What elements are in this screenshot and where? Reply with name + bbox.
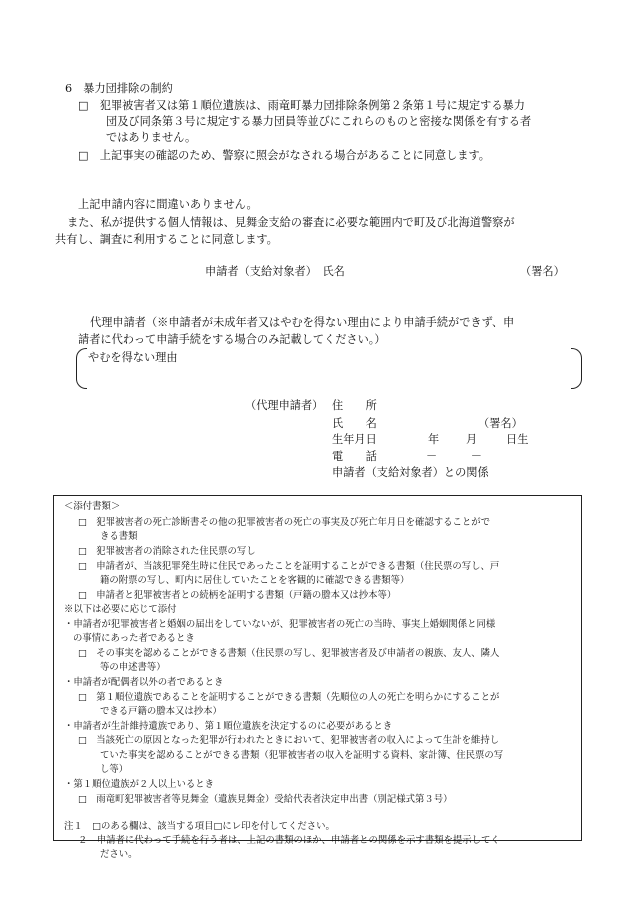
note-2-continued: ださい。 xyxy=(100,849,138,860)
reason-bracket-right xyxy=(571,348,582,389)
attachment-line: ※以下は必要に応じて添付 xyxy=(64,604,177,615)
attachment-line: □ 第１順位遺族であることを証明することができる書類（先順位の人の死亡を明らかにすることが xyxy=(78,692,500,703)
proxy-birth-day: 日生 xyxy=(506,433,529,446)
section-6-title: 6 暴力団排除の制約 xyxy=(65,82,173,95)
reason-label: やむを得ない理由 xyxy=(88,351,178,364)
proxy-phone-label: 電 話 xyxy=(332,450,377,463)
attachment-line: ・申請者が犯罪被害者と婚姻の届出をしていないが、犯罪被害者の死亡の当時、事実上婚姻関係と同様 xyxy=(64,619,496,630)
proxy-phone-dashes: － － xyxy=(426,450,482,463)
proxy-signature-label: （署名） xyxy=(478,417,523,430)
attachment-line: 籍の附票の写し、町内に居住していたことを客観的に確認できる書類等） xyxy=(100,575,410,586)
attachment-line: の事情にあった者であるとき xyxy=(73,633,195,644)
attachment-line: □ 当該死亡の原因となった犯罪が行われたときにおいて、犯罪被害者の収入によって生計を維持し xyxy=(78,735,500,746)
attachment-line: □ 申請者と犯罪被害者との続柄を証明する書類（戸籍の謄本又は抄本等） xyxy=(78,590,397,601)
attachment-line: 等の申述書等） xyxy=(100,662,166,673)
attachments-heading: ＜添付書類＞ xyxy=(64,501,121,512)
proxy-name-label: 氏 名 xyxy=(332,417,377,430)
attachment-line: □ 雨竜町犯罪被害者等見舞金（遺族見舞金）受給代表者決定申出書（別記様式第３号） xyxy=(78,794,453,805)
proxy-birthdate-label: 生年月日 xyxy=(332,433,377,446)
attachment-line: きる書類 xyxy=(100,531,138,542)
attachment-line: □ 申請者が、当該犯罪発生時に住民であったことを証明することができる書類（住民票の写し、戸 xyxy=(78,561,500,572)
attachment-line: ていた事実を認めることができる書類（犯罪被害者の収入を証明する資料、家計簿、住民票の写 xyxy=(100,750,504,761)
declaration-line-2: また、私が提供する個人情報は、見舞金支給の審査に必要な範囲内で町及び北海道警察が xyxy=(67,216,515,229)
declaration-line-3: 共有し、調査に利用することに同意します。 xyxy=(55,233,278,246)
attachment-line: できる戸籍の謄本又は抄本） xyxy=(100,706,222,717)
proxy-intro-line-2: 請者に代わって申請手続をする場合のみ記載してください。） xyxy=(78,333,386,346)
proxy-birth-year: 年 xyxy=(428,433,440,446)
proxy-relation-label: 申請者（支給対象者）との関係 xyxy=(332,466,489,479)
attachment-line: ・申請者が配偶者以外の者であるとき xyxy=(64,677,224,688)
proxy-header: （代理申請者） xyxy=(245,399,324,412)
attachment-line: し等） xyxy=(100,764,129,775)
applicant-signature-label: （署名） xyxy=(520,265,565,278)
section-6-item-1-line-2: 団及び同条第３号に規定する暴力団員等並びにこれらのものと密接な関係を有する者 xyxy=(106,115,532,128)
attachment-line: □ 犯罪被害者の消除された住民票の写し xyxy=(78,546,256,557)
note-1: 注１ □のある欄は、該当する項目□にレ印を付してください。 xyxy=(64,821,335,832)
note-2: ２ 申請者に代わって手続を行う者は、上記の書類のほか、申請者との関係を示す書類を提示してく xyxy=(78,835,500,846)
reason-bracket-left xyxy=(76,348,87,389)
applicant-name-label: 申請者（支給対象者） 氏名 xyxy=(205,265,345,278)
section-6-item-2: □ 上記事実の確認のため、警察に照会がなされる場合があることに同意します。 xyxy=(78,149,490,162)
proxy-address-label: 住 所 xyxy=(332,399,377,412)
proxy-birth-month: 月 xyxy=(466,433,478,446)
attachment-line: ・第１順位遺族が２人以上いるとき xyxy=(64,779,215,790)
declaration-line-1: 上記申請内容に間違いありません。 xyxy=(78,198,258,211)
attachment-line: □ 犯罪被害者の死亡診断書その他の犯罪被害者の死亡の事実及び死亡年月日を確認することがで xyxy=(78,517,490,528)
section-6-item-1-line-1: □ 犯罪被害者又は第１順位遺族は、雨竜町暴力団排除条例第２条第１号に規定する暴力 xyxy=(78,99,525,112)
proxy-intro-line-1: 代理申請者（※申請者が未成年者又はやむを得ない理由により申請手続ができず、申 xyxy=(90,316,515,329)
attachment-line: □ その事実を認めることができる書類（住民票の写し、犯罪被害者及び申請者の親族、友人、隣人 xyxy=(78,648,500,659)
section-6-item-1-line-3: ではありません。 xyxy=(106,131,197,144)
attachment-line: ・申請者が生計維持遺族であり、第１順位遺族を決定するのに必要があるとき xyxy=(64,721,393,732)
